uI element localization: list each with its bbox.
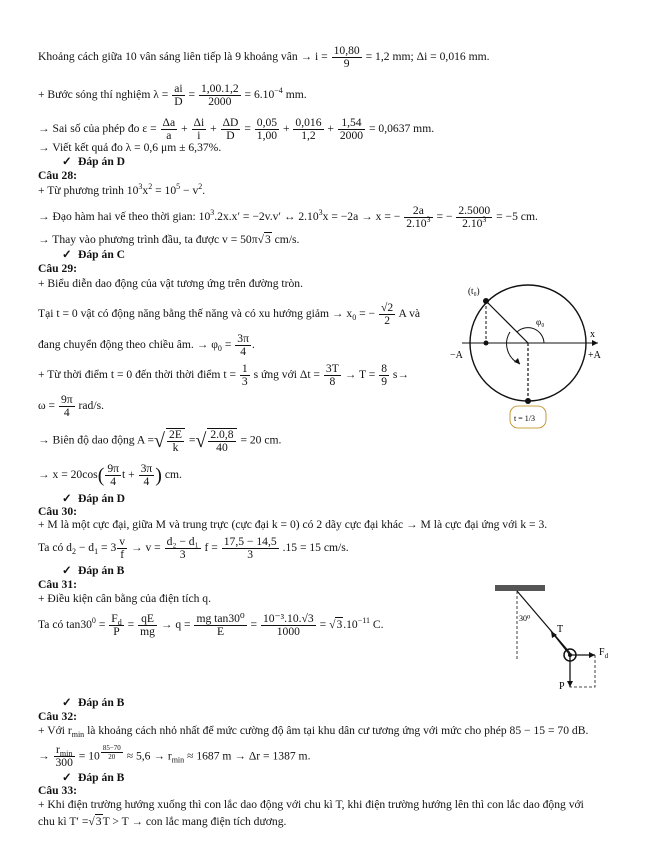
label-x: x bbox=[590, 329, 595, 340]
text: .2x.x′ = −2v.v′ ↔ 2.10 bbox=[214, 210, 319, 224]
text: + Bước sóng thí nghiệm bbox=[38, 88, 151, 102]
numerator: 1,00.1,2 bbox=[200, 82, 239, 95]
text-line bbox=[38, 463, 182, 488]
label-neg-a: −A bbox=[450, 350, 463, 361]
text: = − bbox=[359, 307, 376, 321]
text: ≈ 1687 m → Δr = 1387 m. bbox=[187, 749, 311, 763]
numerator: 2.0,8 bbox=[210, 428, 234, 441]
subscript: 0 bbox=[352, 313, 357, 323]
fraction bbox=[332, 45, 362, 70]
numerator: 9π bbox=[60, 393, 73, 406]
text-line bbox=[38, 45, 490, 70]
text-line: + Điều kiện cân bằng của điện tích q. bbox=[38, 592, 211, 605]
exponent: 3 bbox=[210, 208, 215, 218]
radicand: 3 bbox=[336, 618, 343, 632]
paren-close: ) bbox=[155, 464, 162, 487]
text: = 10 bbox=[78, 749, 100, 763]
text: chu kì T′ = bbox=[38, 815, 89, 828]
text-line: + M là một cực đại, giữa M và trung trực (cực đại k = 0) có 2 dãy cực đại khác → M là cực đại ứng với k = 3. bbox=[38, 518, 548, 531]
numerator: 8 bbox=[381, 362, 387, 375]
text: − v bbox=[183, 184, 199, 197]
label-angle: 30⁰ bbox=[519, 614, 531, 623]
pendulum-diagram bbox=[495, 585, 620, 695]
answer-label: Đáp án D bbox=[78, 492, 126, 505]
denominator: f bbox=[120, 548, 125, 561]
fraction bbox=[166, 428, 185, 454]
fraction bbox=[161, 117, 178, 142]
answer-label: Đáp án C bbox=[78, 248, 126, 261]
numerator: √2 bbox=[381, 301, 394, 314]
numerator: 1 bbox=[241, 362, 248, 375]
fraction bbox=[338, 117, 365, 142]
text: = − bbox=[436, 210, 453, 224]
text: .15 = 15 cm/s. bbox=[282, 541, 349, 555]
text: → x = 20cos bbox=[38, 468, 98, 482]
numerator: 10,80 bbox=[333, 44, 360, 57]
fraction bbox=[172, 83, 184, 108]
fraction bbox=[194, 613, 246, 638]
answer-line bbox=[62, 564, 124, 578]
ceiling bbox=[495, 585, 545, 591]
label-weight: P bbox=[559, 681, 565, 692]
answer-line bbox=[62, 696, 124, 710]
denominator bbox=[456, 215, 492, 230]
text: Ta có d bbox=[38, 541, 72, 555]
text: = −5 cm. bbox=[496, 210, 538, 224]
question-heading: Câu 28: bbox=[38, 169, 77, 182]
text: = bbox=[244, 122, 251, 136]
answer-line bbox=[62, 492, 125, 506]
text-line bbox=[38, 117, 434, 142]
fraction bbox=[379, 302, 395, 327]
denominator: 4 bbox=[110, 475, 117, 488]
text: → Đạo hàm hai vế theo thời gian: 10 bbox=[38, 210, 211, 224]
text-line bbox=[38, 363, 409, 388]
text-line bbox=[38, 184, 205, 198]
paren-open: ( bbox=[97, 464, 105, 487]
text: = 20 cm. bbox=[240, 433, 282, 447]
subscript: d bbox=[117, 618, 122, 627]
label-t0: (t₀) bbox=[468, 286, 480, 296]
exponent: 0 bbox=[91, 616, 96, 626]
exponent: 3 bbox=[482, 215, 487, 224]
text: t + bbox=[122, 468, 135, 482]
denominator: 4 bbox=[63, 406, 70, 419]
text: = 0,0637 mm. bbox=[368, 122, 435, 136]
exponent-fraction bbox=[100, 744, 124, 761]
text: = bbox=[98, 618, 106, 632]
label-pos-a: +A bbox=[588, 350, 601, 361]
numerator: v bbox=[119, 535, 126, 548]
text-line bbox=[38, 83, 307, 108]
numerator: 10⁻³.10.√3 bbox=[262, 612, 314, 625]
text: = bbox=[188, 88, 196, 102]
numerator: 2a bbox=[404, 205, 432, 218]
x-axis-arrow bbox=[592, 340, 598, 346]
fraction bbox=[199, 83, 241, 108]
text: r bbox=[56, 743, 60, 757]
denominator: 1000 bbox=[276, 625, 300, 638]
fraction bbox=[379, 363, 389, 388]
numerator: 85−70 bbox=[102, 744, 121, 752]
text: = bbox=[250, 618, 258, 632]
text-line bbox=[38, 815, 286, 829]
text-line bbox=[38, 428, 281, 454]
answer-line bbox=[62, 155, 125, 169]
fraction bbox=[192, 117, 207, 142]
denominator: P bbox=[113, 625, 120, 638]
label-force-sub: d bbox=[604, 652, 609, 660]
text: . bbox=[202, 184, 206, 197]
question-heading: Câu 30: bbox=[38, 505, 77, 518]
text: = 3 bbox=[101, 541, 117, 555]
point-t13 bbox=[525, 398, 531, 404]
text: .10 bbox=[343, 618, 358, 632]
text-line bbox=[38, 613, 384, 638]
denominator: 1,00 bbox=[256, 129, 278, 142]
denominator bbox=[404, 215, 432, 230]
text: f = bbox=[204, 541, 218, 555]
denominator: 3 bbox=[179, 548, 186, 561]
numerator: 2.5000 bbox=[458, 204, 491, 217]
denominator: 2000 bbox=[339, 129, 364, 142]
text: + bbox=[282, 122, 290, 136]
text: + Từ phương trình 10 bbox=[38, 184, 139, 197]
denominator: 8 bbox=[329, 375, 336, 388]
numerator: d₂ − d₁ bbox=[166, 535, 199, 548]
numerator: 17,5 − 14,5 bbox=[223, 535, 277, 548]
fraction bbox=[324, 363, 341, 388]
phase-circle-diagram bbox=[448, 270, 628, 435]
fraction bbox=[240, 363, 250, 388]
text: → q = bbox=[160, 618, 191, 632]
denominator: 1,2 bbox=[301, 129, 316, 142]
fraction bbox=[221, 117, 241, 142]
numerator: 2E bbox=[169, 428, 182, 441]
text: → bbox=[38, 749, 50, 763]
text: A và bbox=[398, 307, 421, 321]
text: C. bbox=[372, 618, 384, 632]
subscript: min bbox=[171, 755, 185, 765]
denominator: 4 bbox=[143, 475, 150, 488]
text-line bbox=[38, 744, 310, 769]
answer-line bbox=[62, 771, 124, 785]
subscript: min bbox=[71, 730, 85, 739]
text: → T = bbox=[344, 368, 376, 382]
exponent: −11 bbox=[357, 616, 370, 626]
text: rad/s. bbox=[78, 399, 104, 413]
exponent: 3 bbox=[318, 208, 323, 218]
denominator: 2000 bbox=[208, 95, 232, 108]
checkmark-icon: ✓ bbox=[62, 564, 72, 577]
answer-label: Đáp án B bbox=[78, 564, 125, 577]
text: cm. bbox=[164, 468, 182, 482]
denominator: 4 bbox=[240, 345, 246, 358]
question-heading: Câu 31: bbox=[38, 578, 77, 591]
text-line bbox=[38, 724, 588, 738]
checkmark-icon: ✓ bbox=[62, 771, 72, 784]
text-line bbox=[38, 333, 255, 358]
text: 2.10 bbox=[462, 217, 483, 230]
point-projection bbox=[484, 341, 489, 346]
fraction bbox=[404, 205, 432, 230]
denominator: i bbox=[197, 129, 201, 142]
exponent: 2 bbox=[148, 182, 153, 191]
numerator: qE bbox=[138, 613, 157, 626]
subscript: 2 bbox=[71, 547, 76, 557]
label-t13: t = 1/3 bbox=[514, 414, 535, 423]
text: → Biên độ dao động A = bbox=[38, 433, 155, 447]
numerator: mg tan30⁰ bbox=[196, 612, 245, 625]
label-force-main: F bbox=[599, 647, 605, 658]
denominator: 300 bbox=[55, 756, 73, 770]
exponent: 3 bbox=[426, 215, 431, 224]
subscript: 0 bbox=[217, 344, 222, 354]
text: T > T → con lắc mang điện tích dương. bbox=[102, 815, 287, 828]
denominator: k bbox=[172, 441, 179, 454]
fraction bbox=[139, 463, 155, 488]
fraction bbox=[105, 463, 121, 488]
radicand: 3 bbox=[95, 815, 102, 828]
denominator: mg bbox=[140, 625, 155, 638]
text: = 1,2 mm; Δi = 0,016 mm. bbox=[365, 50, 490, 64]
fraction bbox=[59, 394, 75, 419]
denominator: E bbox=[216, 625, 225, 638]
numerator: Δi bbox=[193, 116, 205, 129]
fraction bbox=[255, 117, 279, 142]
text: F bbox=[111, 612, 118, 625]
point-t0 bbox=[483, 298, 489, 304]
text-line: + Khi điện trường hướng xuống thì con lắc dao động với chu kì T, khi điện trường hướng lên thì con lắc dao động với bbox=[38, 798, 584, 811]
text: . bbox=[251, 338, 255, 352]
symbol: λ = bbox=[153, 88, 169, 102]
question-heading: Câu 29: bbox=[38, 262, 77, 275]
denominator: 9 bbox=[381, 375, 387, 388]
text: đang chuyển động theo chiều âm. → φ bbox=[38, 338, 218, 352]
text: = bbox=[224, 338, 232, 352]
text: Ta có tan30 bbox=[38, 618, 92, 632]
question-heading: Câu 32: bbox=[38, 710, 77, 723]
text: + Với r bbox=[38, 724, 72, 737]
text: mm. bbox=[285, 88, 307, 102]
fraction bbox=[261, 613, 316, 638]
checkmark-icon: ✓ bbox=[62, 492, 72, 505]
numerator: ai bbox=[174, 82, 183, 95]
fraction bbox=[456, 205, 492, 230]
text: ≈ 5,6 → r bbox=[126, 749, 172, 763]
text-line bbox=[38, 302, 420, 327]
text: = bbox=[188, 433, 196, 447]
numerator: 1,54 bbox=[338, 117, 365, 130]
text: x = −2a → x = − bbox=[322, 210, 401, 224]
denominator: 3 bbox=[247, 548, 254, 561]
denominator: D bbox=[226, 129, 235, 142]
fraction bbox=[54, 744, 75, 769]
text-line: → Viết kết quả đo λ = 0,6 μm ± 6,37%. bbox=[38, 141, 222, 154]
denominator: a bbox=[166, 129, 172, 142]
numerator: 9π bbox=[107, 462, 120, 475]
question-heading: Câu 33: bbox=[38, 784, 77, 797]
text: Khoảng cách giữa 10 vân sáng liên tiếp là 9 khoảng vân → i = bbox=[38, 50, 328, 64]
numerator: 3T bbox=[325, 362, 339, 375]
text-line bbox=[38, 233, 299, 247]
subscript: min bbox=[59, 749, 73, 759]
fraction bbox=[109, 613, 123, 638]
denominator: 9 bbox=[343, 57, 350, 70]
sqrt-sign: √ bbox=[154, 430, 166, 452]
checkmark-icon: ✓ bbox=[62, 155, 72, 168]
fraction bbox=[117, 536, 127, 561]
denominator: 20 bbox=[108, 753, 116, 761]
sqrt-sign: √ bbox=[257, 233, 264, 246]
text: + bbox=[210, 122, 217, 136]
answer-label: Đáp án B bbox=[78, 771, 125, 784]
numerator: Δa bbox=[162, 116, 176, 129]
text: = bbox=[127, 618, 135, 632]
text: là khoảng cách nhỏ nhất để mức cường độ âm tại khu dân cư tương ứng với mức cho phép 85 − 15 = 70 dB. bbox=[87, 724, 589, 737]
text: → Sai số của phép đo ε = bbox=[38, 122, 157, 136]
numerator: ΔD bbox=[222, 116, 239, 129]
fraction bbox=[293, 117, 323, 142]
numerator: 3π bbox=[140, 462, 153, 475]
text: Tại t = 0 vật có động năng bằng thế năng và có xu hướng giảm → x bbox=[38, 307, 353, 321]
fraction bbox=[138, 613, 157, 638]
label-force bbox=[599, 647, 609, 660]
answer-label: Đáp án B bbox=[78, 696, 125, 709]
denominator: 2 bbox=[384, 314, 390, 327]
fraction bbox=[207, 428, 236, 454]
text: = 6.10 bbox=[244, 88, 275, 102]
sqrt-sign: √ bbox=[329, 618, 336, 632]
numerator: 0,05 bbox=[256, 116, 278, 129]
checkmark-icon: ✓ bbox=[62, 248, 72, 261]
text: x bbox=[142, 184, 149, 197]
radicand: 3 bbox=[264, 233, 271, 246]
radius-to-t0 bbox=[486, 301, 528, 343]
text-line: + Biểu diễn dao động của vật tương ứng trên đường tròn. bbox=[38, 277, 303, 290]
fraction bbox=[101, 744, 123, 761]
answer-line bbox=[62, 248, 125, 262]
exponent: 3 bbox=[138, 182, 143, 191]
text: s ứng với Δt = bbox=[253, 368, 320, 382]
checkmark-icon: ✓ bbox=[62, 696, 72, 709]
text: + Từ thời điểm t = 0 đến thời thời điểm t = bbox=[38, 368, 237, 382]
text: → Thay vào phương trình đầu, ta được v = 50π bbox=[38, 233, 258, 246]
fraction bbox=[235, 333, 251, 358]
label-tension: T bbox=[557, 624, 564, 635]
text-line bbox=[38, 536, 349, 561]
text: + bbox=[181, 122, 188, 136]
exponent: 2 bbox=[198, 182, 203, 191]
text: ω = bbox=[38, 399, 56, 413]
fraction bbox=[165, 536, 201, 561]
denominator: 40 bbox=[216, 441, 228, 454]
text: = 10 bbox=[155, 184, 177, 197]
text: s→ bbox=[392, 368, 409, 382]
label-phi0: φ₀ bbox=[536, 317, 545, 327]
denominator: 3 bbox=[241, 375, 248, 388]
numerator: 0,016 bbox=[295, 116, 322, 129]
text-line bbox=[38, 205, 538, 230]
text: = bbox=[319, 618, 327, 632]
numerator: 3π bbox=[237, 332, 249, 345]
sqrt-sign: √ bbox=[195, 430, 207, 452]
text: 2.10 bbox=[406, 217, 427, 230]
sqrt-sign: √ bbox=[88, 815, 95, 828]
text: cm/s. bbox=[274, 233, 300, 246]
text: − d bbox=[78, 541, 95, 555]
denominator: D bbox=[174, 95, 183, 108]
answer-label: Đáp án D bbox=[78, 155, 126, 168]
text: + bbox=[327, 122, 334, 136]
exponent: 5 bbox=[176, 182, 181, 191]
exponent: −4 bbox=[274, 86, 283, 96]
text: → v = bbox=[130, 541, 161, 555]
subscript: 1 bbox=[94, 547, 99, 557]
text-line bbox=[38, 394, 104, 419]
fraction bbox=[222, 536, 279, 561]
